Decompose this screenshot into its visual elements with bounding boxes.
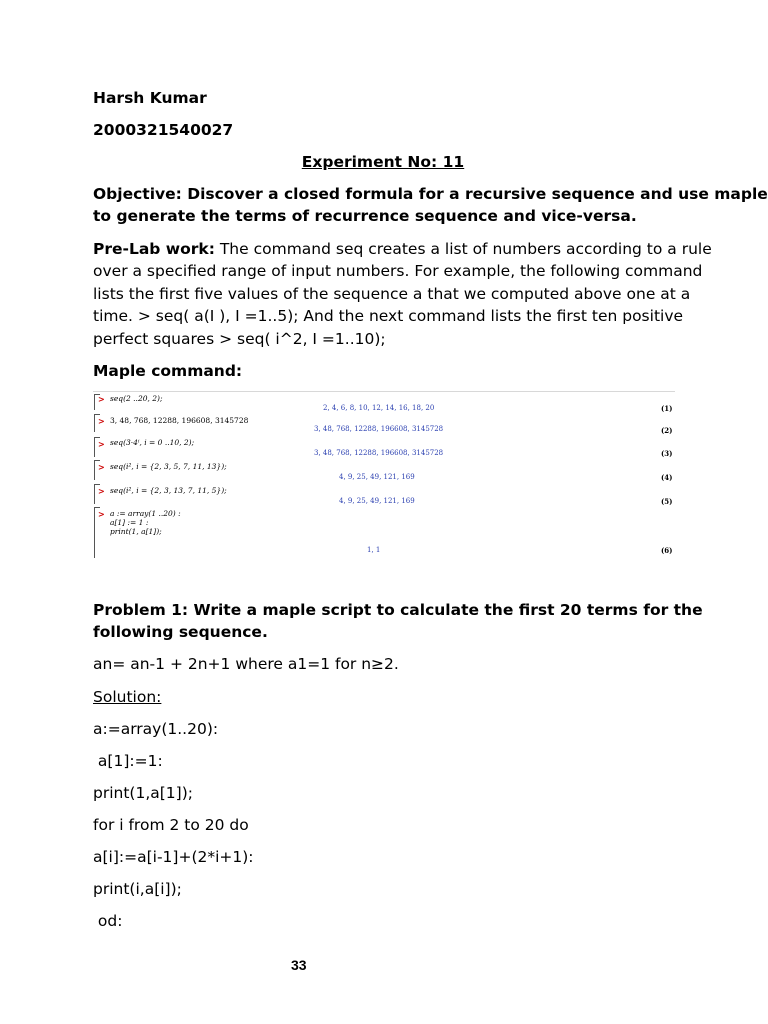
code-line: a:=array(1..20): — [93, 720, 219, 738]
maple-command: seq(3·4ⁱ, i = 0 ..10, 2); — [110, 438, 195, 447]
page-number: 33 — [291, 957, 307, 973]
objective-line-2: to generate the terms of recurrence sequence and vice-versa. — [93, 207, 637, 225]
experiment-title: Experiment No: 11 — [301, 153, 465, 171]
maple-equation-label: (1) — [661, 404, 673, 413]
maple-prompt: > — [98, 416, 105, 426]
maple-command: seq(i², i = {2, 3, 5, 7, 11, 13}); — [110, 462, 227, 471]
maple-equation-label: (5) — [661, 497, 673, 506]
prelab-label: Pre-Lab work: — [93, 240, 215, 258]
problem-line-1: Problem 1: Write a maple script to calculate the first 20 terms for the — [93, 601, 703, 619]
code-line: a[i]:=a[i-1]+(2*i+1): — [93, 848, 254, 866]
maple-output: 2, 4, 6, 8, 10, 12, 14, 16, 18, 20 — [323, 404, 435, 412]
maple-prompt: > — [98, 462, 105, 472]
maple-output: 1, 1 — [367, 546, 381, 554]
maple-command: seq(i², i = {2, 3, 13, 7, 11, 5}); — [110, 486, 227, 495]
maple-prompt: > — [98, 509, 105, 519]
maple-prompt: > — [98, 439, 105, 449]
maple-command: seq(2 ..20, 2); — [110, 394, 163, 403]
code-line: od: — [93, 912, 123, 930]
code-line: for i from 2 to 20 do — [93, 816, 249, 834]
code-line: print(1,a[1]); — [93, 784, 193, 802]
maple-heading: Maple command: — [93, 362, 243, 380]
solution-label: Solution: — [93, 688, 162, 706]
author-name: Harsh Kumar — [93, 89, 207, 107]
maple-output: 4, 9, 25, 49, 121, 169 — [339, 497, 415, 505]
maple-prompt: > — [98, 394, 105, 404]
maple-command: a := array(1 ..20) : — [110, 509, 181, 518]
maple-equation-label: (4) — [661, 473, 673, 482]
maple-output: 4, 9, 25, 49, 121, 169 — [339, 473, 415, 481]
problem-formula: an= an-1 + 2n+1 where a1=1 for n≥2. — [93, 655, 399, 673]
prelab-line-5: perfect squares > seq( i^2, I =1..10); — [93, 330, 386, 348]
maple-command: print(1, a[1]); — [110, 527, 162, 536]
objective-line-1: Objective: Discover a closed formula for a recursive sequence and use maple — [93, 185, 768, 203]
prelab-line-4: time. > seq( a(I ), I =1..5); And the next command lists the first ten positive — [93, 307, 684, 325]
maple-output: 3, 48, 768, 12288, 196608, 3145728 — [314, 425, 444, 433]
maple-equation-label: (6) — [661, 546, 673, 555]
maple-prompt: > — [98, 486, 105, 496]
prelab-text-1: The command seq creates a list of numbers according to a rule — [214, 240, 712, 258]
maple-command: a[1] := 1 : — [110, 518, 149, 527]
code-line: print(i,a[i]); — [93, 880, 182, 898]
maple-output: 3, 48, 768, 12288, 196608, 3145728 — [314, 449, 444, 457]
maple-equation-label: (3) — [661, 449, 673, 458]
maple-worksheet-screenshot — [93, 391, 675, 560]
prelab-line-3: lists the first five values of the sequence a that we computed above one at a — [93, 285, 691, 303]
maple-equation-label: (2) — [661, 426, 673, 435]
maple-command: 3, 48, 768, 12288, 196608, 3145728 — [110, 416, 249, 425]
roll-number: 2000321540027 — [93, 121, 234, 139]
prelab-line-1 — [93, 238, 712, 260]
prelab-line-2: over a specified range of input numbers. For example, the following command — [93, 262, 703, 280]
problem-line-2: following sequence. — [93, 623, 268, 641]
code-line: a[1]:=1: — [93, 752, 163, 770]
